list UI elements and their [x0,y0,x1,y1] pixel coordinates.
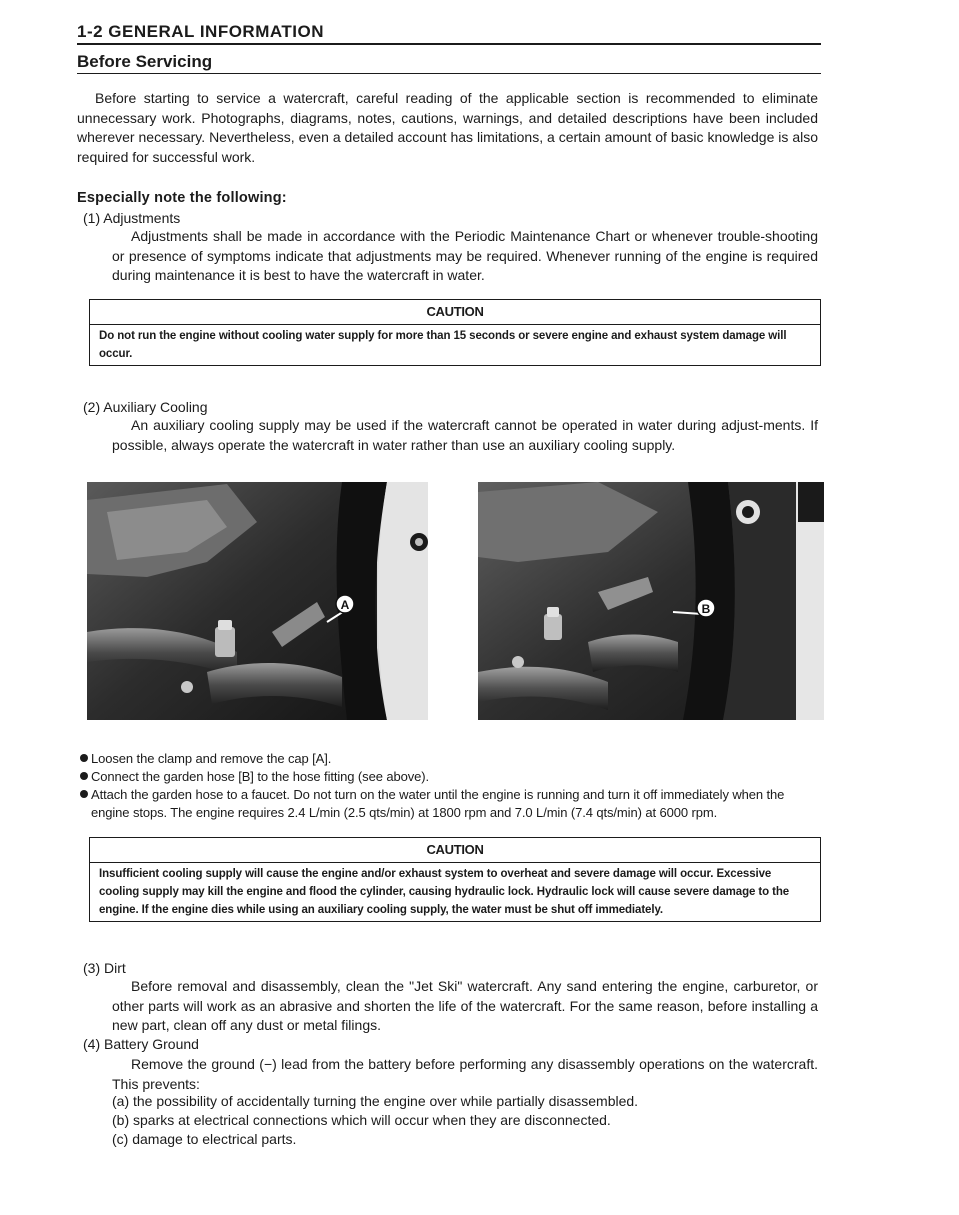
note-heading: Especially note the following: [77,190,287,206]
sub-item: (c) damage to electrical parts. [112,1131,297,1147]
engine-photo-hose-image [478,482,824,720]
engine-photo-cap-image [87,482,428,720]
item-label-auxiliary-cooling: (2) Auxiliary Cooling [83,399,208,415]
item-label-dirt: (3) Dirt [83,960,126,976]
caution-title-2: CAUTION [90,838,820,863]
caution-text-2: Insufficient cooling supply will cause the engine and/or exhaust system to overheat and severe damage will occur. Excessive cooling supply may kill the engine and flood the cylinder, causing hydraulic lock. Hydraulic lock will cause severe damage to the engine. If the engine dies while using an auxiliary cooling supply, the water must be shut off immediately. [99,868,790,916]
intro-paragraph: Before starting to service a watercraft, careful reading of the applicable section is recommended to eliminate unnecessary work. Photographs, diagrams, notes, cautions, warnings, and detailed descriptions have been included wherever necessary. Nevertheless, even a detailed account has limitations, a certain amount of basic knowledge is also required for successful work. [77,90,818,165]
caution-text-1: Do not run the engine without cooling water supply for more than 15 seconds or severe engine and exhaust system damage will occur. [99,330,787,360]
bullet-text: Connect the garden hose [B] to the hose fitting (see above). [91,769,429,784]
callout-b-label: B [701,602,711,616]
subsection-title: Before Servicing [77,52,213,71]
item-text-adjustments: Adjustments shall be made in accordance with the Periodic Maintenance Chart or whenever trouble-shooting or presence of symptoms indicate that adjustments may be required. Whenever running of the engine is required during maintenance it is best to have the watercraft in water. [112,228,818,283]
callout-a-label: A [340,598,350,612]
sub-item: (b) sparks at electrical connections which will occur when they are disconnected. [112,1112,611,1128]
section-title: 1-2 GENERAL INFORMATION [77,22,324,41]
bullet-dot-icon [80,754,88,762]
bullet-item [80,786,820,822]
bullet-item [80,768,820,786]
sub-item: (a) the possibility of accidentally turning the engine over while partially disassembled. [112,1093,639,1109]
caution-box-2 [89,837,821,922]
engine-photo-cap [87,482,428,720]
item-label-adjustments: (1) Adjustments [83,210,181,226]
item-label-battery-ground: (4) Battery Ground [83,1036,199,1052]
item-text-auxiliary-cooling: An auxiliary cooling supply may be used if the watercraft cannot be operated in water during adjust-ments. If possible, always operate the watercraft in water rather than use an auxiliary cooling supply. [112,417,818,453]
bullet-text: Loosen the clamp and remove the cap [A]. [91,751,332,766]
bullet-dot-icon [80,790,88,798]
item-text-battery-ground: Remove the ground (−) lead from the battery before performing any disassembly operations on the watercraft. This prevents: [112,1056,818,1092]
caution-box-1 [89,299,821,366]
bullet-item [80,750,820,768]
bullet-text: Attach the garden hose to a faucet. Do not turn on the water until the engine is running and turn it off immediately when the engine stops. The engine requires 2.4 L/min (2.5 qts/min) at 1800 rpm and 7.0 L/min (7.4 qts/min) at 6000 rpm. [91,787,785,820]
header-rule [77,43,821,45]
subsection-rule [77,73,821,74]
engine-photo-hose [478,482,824,720]
caution-title-1: CAUTION [90,300,820,325]
bullet-dot-icon [80,772,88,780]
item-text-dirt: Before removal and disassembly, clean the "Jet Ski" watercraft. Any sand entering the engine, carburetor, or other parts will work as an abrasive and shorten the life of the watercraft. For the same reason, before installing a new part, clean off any dust or metal filings. [112,978,818,1033]
